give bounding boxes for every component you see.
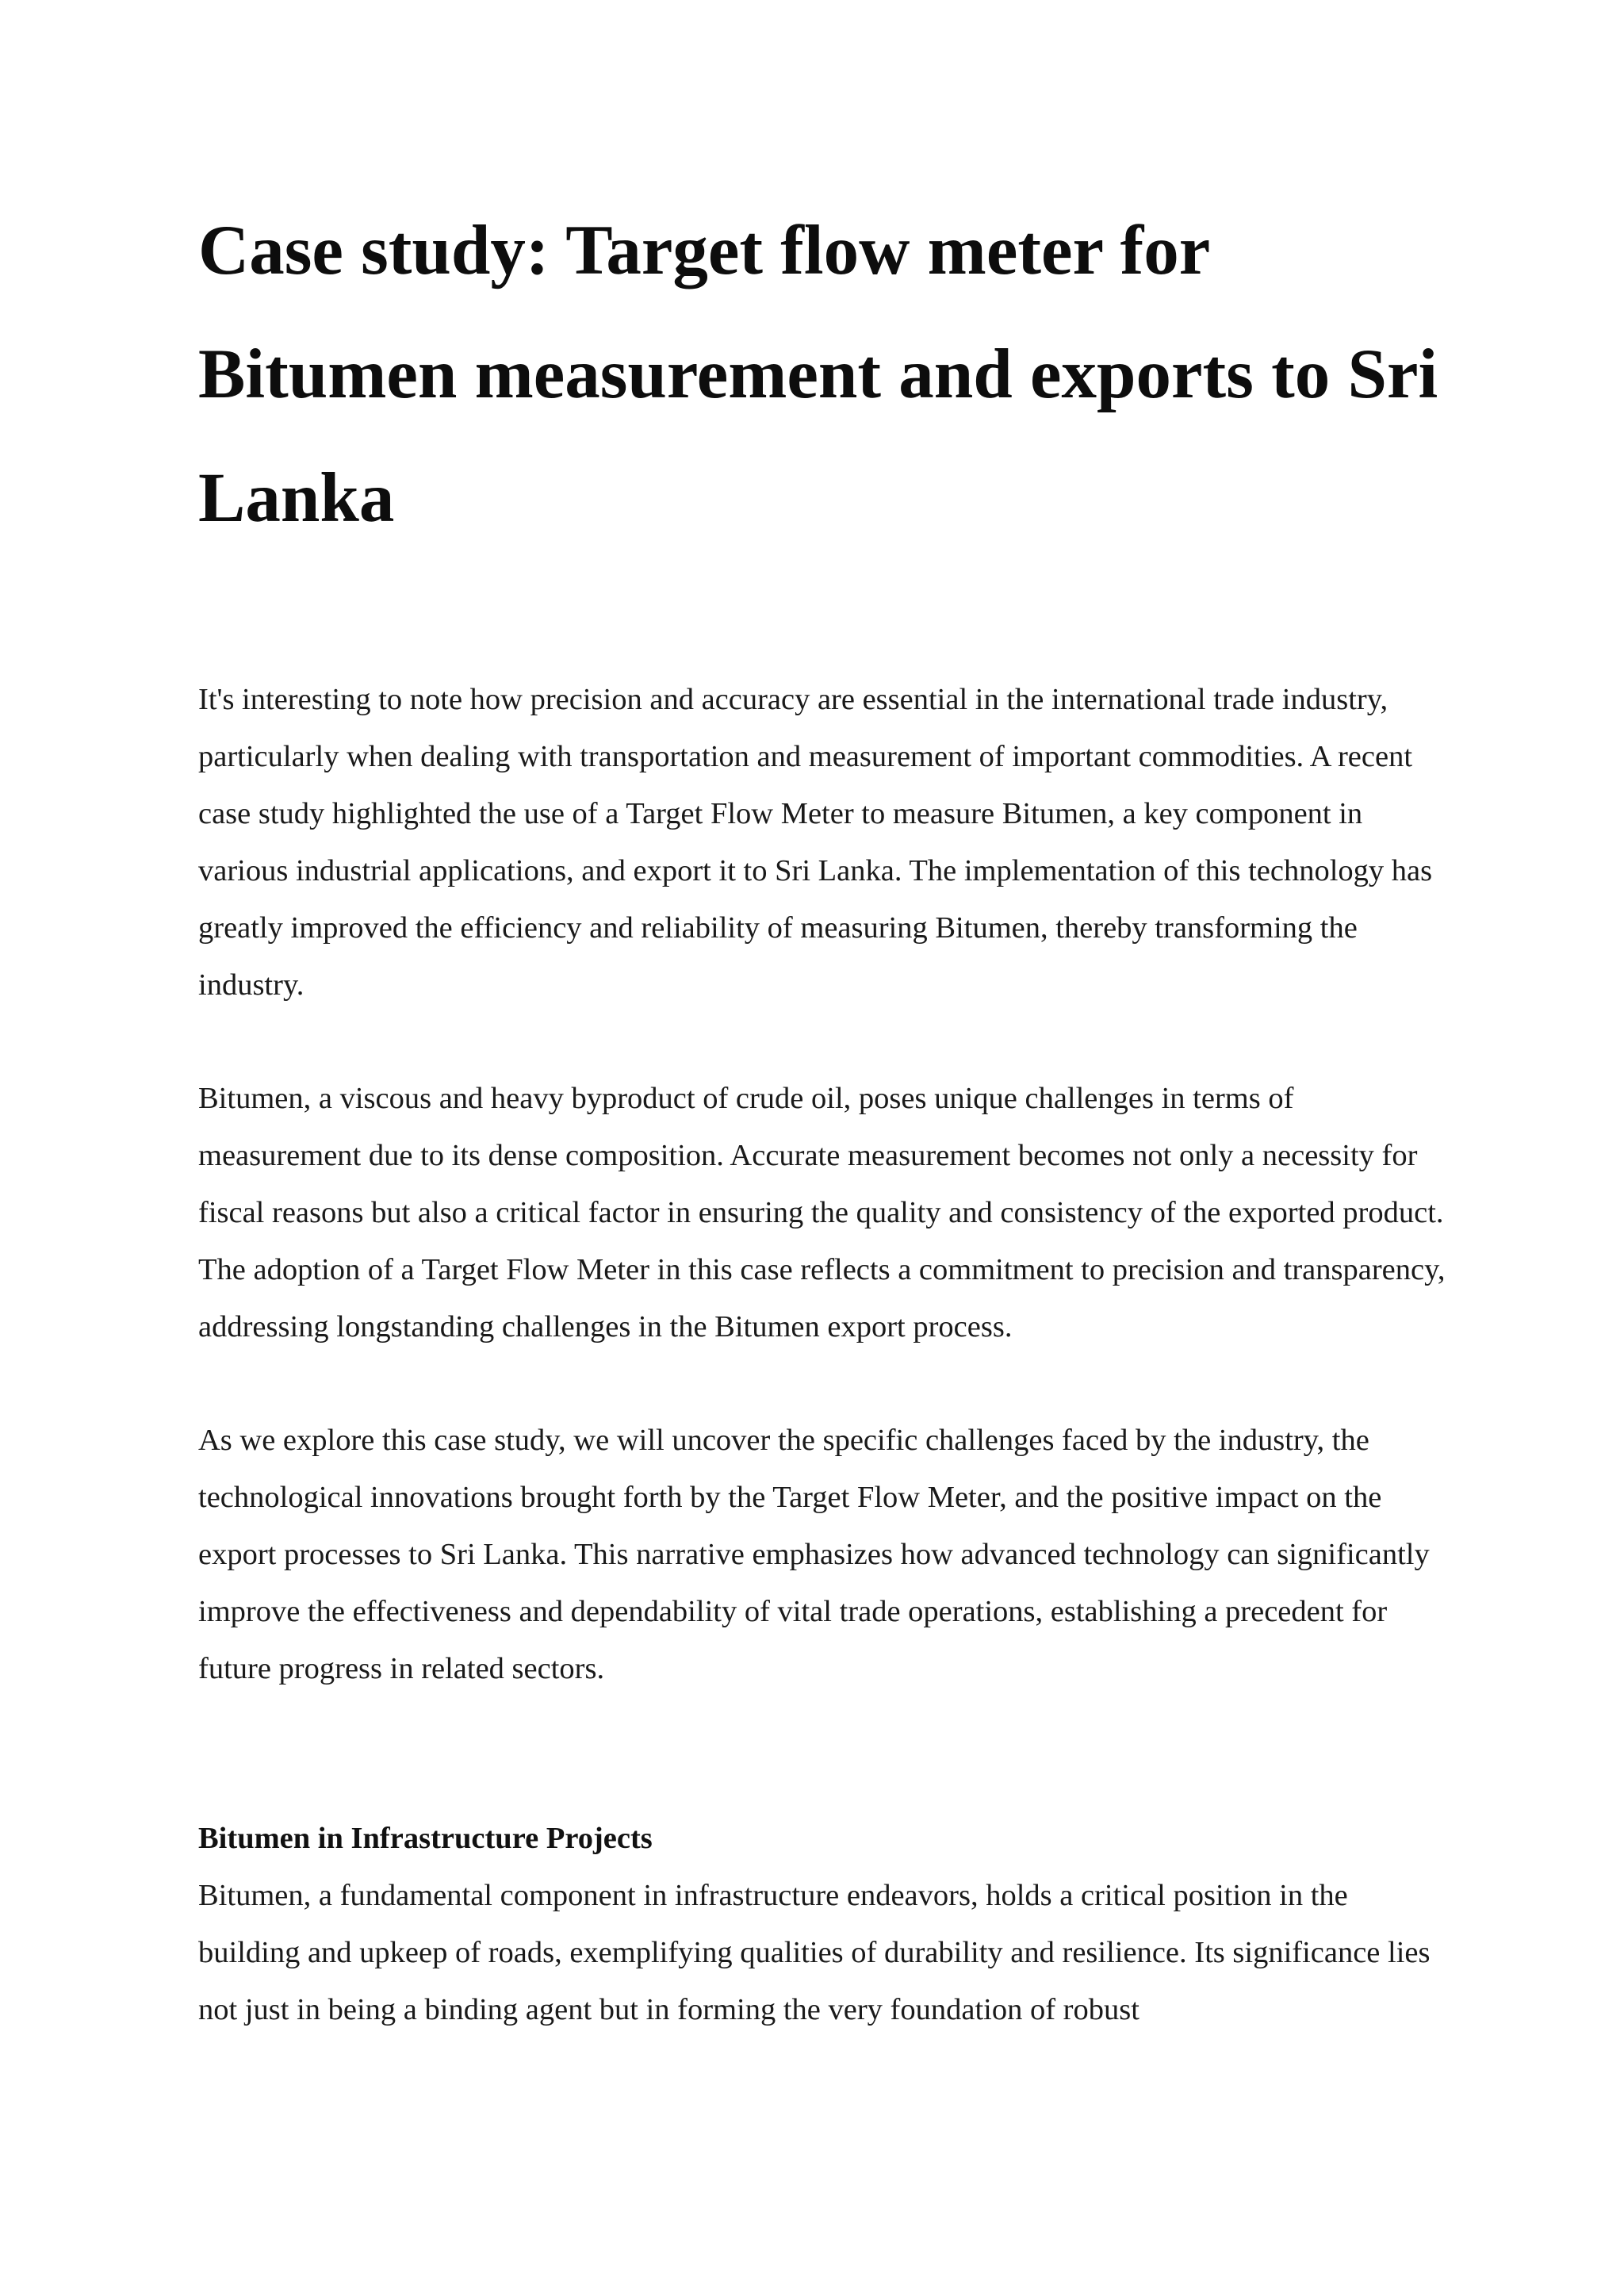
document-title: Case study: Target flow meter for Bitumen measurement and exports to Sri Lanka: [198, 212, 1438, 537]
section-infrastructure: [198, 1810, 1451, 2038]
document-content: [198, 189, 1451, 2038]
paragraph-intro: It's interesting to note how precision and accuracy are essential in the international trade industry, particularly when dealing with transportation and measurement of important commodities. A recent case study highlighted the use of a Target Flow Meter to measure Bitumen, a key component in various industrial applications, and export it to Sri Lanka. The implementation of this technology has greatly improved the efficiency and reliability of measuring Bitumen, thereby transforming the industry.: [198, 683, 1433, 1002]
paragraph-case-study-overview: As we explore this case study, we will uncover the specific challenges faced by the industry, the technological innovations brought forth by the Target Flow Meter, and the positive impact on the export processes to Sri Lanka. This narrative emphasizes how advanced technology can significantly improve the effectiveness and dependability of vital trade operations, establishing a precedent for future progress in related sectors.: [198, 1424, 1430, 1685]
paragraph-bitumen-challenges: Bitumen, a viscous and heavy byproduct of crude oil, poses unique challenges in terms of measurement due to its dense composition. Accurate measurement becomes not only a necessity for fiscal reasons but also a critical factor in ensuring the quality and consistency of the exported product. The adoption of a Target Flow Meter in this case reflects a commitment to precision and transparency, addressing longstanding challenges in the Bitumen export process.: [198, 1082, 1446, 1343]
intro-body: [198, 671, 1451, 1697]
section-heading: Bitumen in Infrastructure Projects: [198, 1822, 653, 1855]
section-paragraph: Bitumen, a fundamental component in infrastructure endeavors, holds a critical position in the building and upkeep of roads, exemplifying qualities of durability and resilience. Its significance lies not just in being a binding agent but in forming the very foundation of robust: [198, 1879, 1431, 2026]
